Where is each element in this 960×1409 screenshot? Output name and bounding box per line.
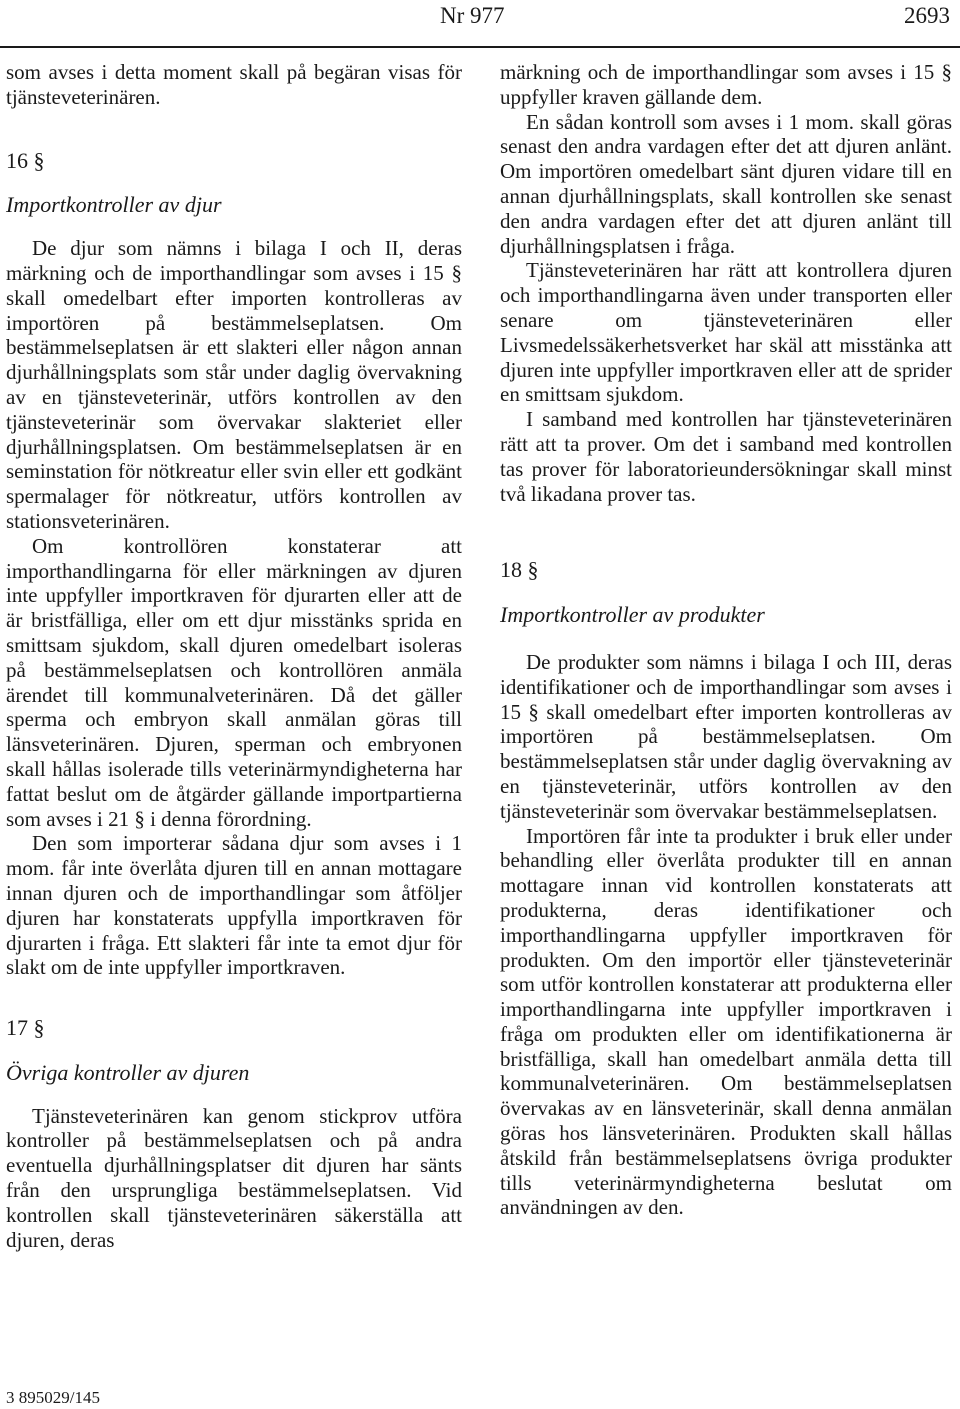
continuation-paragraph-3: Tjänsteveterinären har rätt att kontrollera djuren och importhandlingarna även under transporten eller senare om tjänsteveterinären eller Livsmedelssäkerhetsverket har skäl att misstänka att djuren inte uppfyller importkraven eller att de sprider en smittsam sjukdom. [500,258,952,407]
section-17 [6,1016,462,1252]
footer-code: 3 895029/145 [6,1388,100,1407]
section-18-number: 18 § [500,557,539,583]
continuation-paragraph-1: märkning och de importhandlingar som avses i 15 § uppfyller kraven gällande dem. [500,60,952,109]
left-column [6,60,462,1252]
section-17-number: 17 § [6,1015,45,1041]
section-16-paragraph-2: Om kontrollören konstaterar att importhandlingarna för eller märkningen av djuren inte uppfyller importkraven för djurarten eller att de är bristfälliga, eller om ett djur misstänks sprida en smittsam sjukdom, skall djuren omedelbart isoleras på bestämmelseplatsen och kontrollören anmäla ärendet till kommunalveterinären. Då det gäller sperma och embryon skall anmälan göras till länsveterinären. Djuren, sperman och embryonen skall hållas isolerade tills veterinärmyndigheterna har fattat beslut om de åtgärder gällande importpartierna som avses i 21 § i denna förordning. [6,533,462,831]
section-16-paragraph-1: De djur som nämns i bilaga I och II, deras märkning och de importhandlingar som avses i 15 § skall omedelbart efter importen kontrolleras av importören på bestämmelseplatsen. Om bestämmelseplatsen är ett slakteri eller någon annan djurhållningsplats som står under daglig övervakning av en tjänsteveterinär, utförs kontrollen av den tjänsteveterinär som övervakar slakteriet eller djurhållningsplatsen. Om bestämmelseplatsen är en seminstation för nötkreatur eller svin eller ett godkänt spermalager för nötkreatur, utförs kontrollen av stationsveterinären. [6,236,462,533]
section-17-title: Övriga kontroller av djuren [6,1059,250,1085]
section-16-paragraph-3: Den som importerar sådana djur som avses i 1 mom. får inte överlåta djuren till en annan mottagare innan djuren och de importhandlingar som åtföljer djuren har konstaterats uppfylla importkraven för djurarten i fråga. Ett slakteri får inte ta emot djur för slakt om de inte uppfyller importkraven. [6,831,462,980]
continuation-paragraph-2: En sådan kontroll som avses i 1 mom. skall göras senast den andra vardagen efter det att djuren anlänt. Om importören omedelbart sänt djuren vidare till en annan djurhållningsplats, skall kontrollen ske senast den andra vardagen efter det att djuren anlänt till djurhållningsplatsen i fråga. [500,109,952,258]
page-number: 2693 [904,3,950,28]
section-16-title: Importkontroller av djur [6,192,222,218]
section-17-paragraph-1: Tjänsteveterinären kan genom stickprov utföra kontroller på bestämmelseplatsen och på andra eventuella djurhållningsplatser dit djuren har sänts från den ursprungliga bestämmelseplatsen. Vid kontrollen skall tjänsteveterinären säkerställa att djuren, deras [6,1103,462,1252]
intro-paragraph: som avses i detta moment skall på begäran visas för tjänsteveterinären. [6,60,462,109]
page-id: Nr 977 [440,3,505,28]
continuation-paragraph-4: I samband med kontrollen har tjänsteveterinären rätt att ta prover. Om det i samband med kontrollen tas prover för laboratorieundersökningar skall minst två likadana prover tas. [500,407,952,506]
section-16 [6,149,462,981]
right-column [500,60,952,1220]
section-18-paragraph-2: Importören får inte ta produkter i bruk eller under behandling eller överlåta produkter till en annan mottagare innan vid kontrollen konstaterats att produkterna, deras identifikationer och importhandlingarna uppfyller importkraven för produkten. Om den importör eller tjänsteveterinär som utför kontrollen konstaterar att produkterna eller importhandlingarna inte uppfyller importkraven i fråga om produkten eller om identifikationerna är bristfälliga, skall han omedelbart anmäla detta till kommunalveterinären. Om bestämmelseplatsen övervakas av en länsveterinär, skall denna anmälan göras hos länsveterinären. Produkten skall hållas åtskild från bestämmelseplatsens övriga produkter tills veterinärmyndigheterna beslutat om användningen av den. [500,823,952,1220]
section-18-paragraph-1: De produkter som nämns i bilaga I och III, deras identifikationer och de importhandlingar som avses i 15 § skall omedelbart efter importen kontrolleras av importören på bestämmelseplatsen. Om bestämmelseplatsen står under daglig övervakning av en tjänsteveterinär, utförs kontrollen av den tjänsteveterinär som övervakar bestämmelseplatsen. [500,649,952,823]
section-16-number: 16 § [6,147,45,173]
section-18 [500,558,952,1220]
header-rule [0,46,960,48]
section-18-title: Importkontroller av produkter [500,602,765,628]
